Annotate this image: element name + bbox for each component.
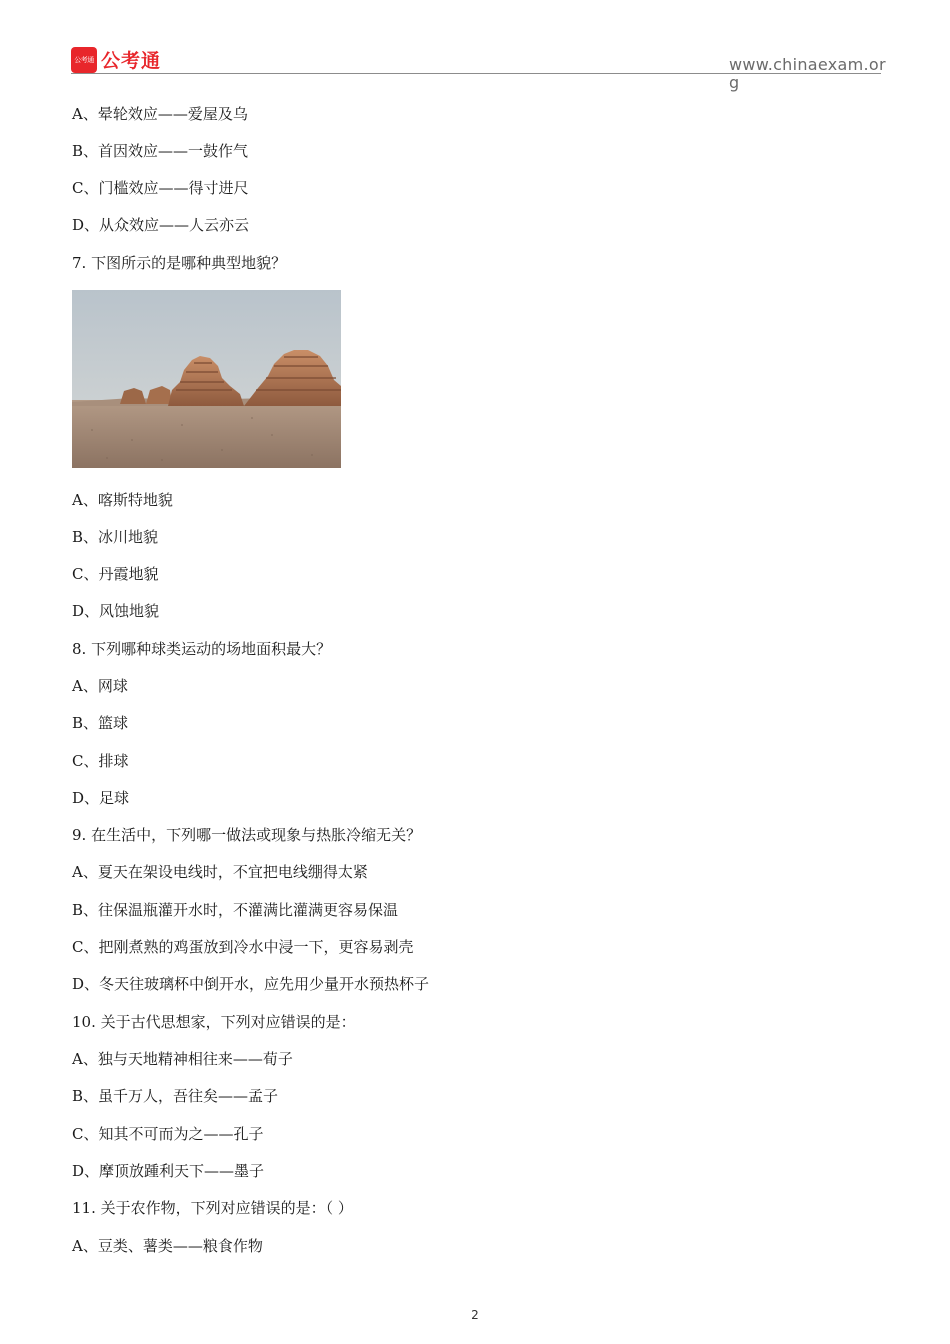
- option-text: C、丹霞地貌: [72, 565, 159, 583]
- logo-badge: 公考通: [71, 47, 97, 73]
- option-text: C、把刚煮熟的鸡蛋放到冷水中浸一下，更容易剥壳: [72, 938, 414, 956]
- option-text: A、晕轮效应——爱屋及乌: [72, 105, 248, 123]
- option-text: B、往保温瓶灌开水时，不灌满比灌满更容易保温: [72, 901, 399, 919]
- option-text: B、冰川地貌: [72, 528, 159, 546]
- question-9: 9. 在生活中，下列哪一做法或现象与热胀冷缩无关？: [72, 826, 422, 844]
- question-10: 10. 关于古代思想家，下列对应错误的是：: [72, 1013, 356, 1031]
- option-text: D、足球: [72, 789, 130, 807]
- option-text: A、豆类、薯类——粮食作物: [72, 1237, 263, 1255]
- question-11: 11. 关于农作物，下列对应错误的是：（ ）: [72, 1199, 353, 1217]
- option-text: C、门槛效应——得寸进尺: [72, 179, 249, 197]
- option-text: B、篮球: [72, 714, 129, 732]
- question-8: 8. 下列哪种球类运动的场地面积最大？: [72, 640, 332, 658]
- option-text: C、排球: [72, 752, 129, 770]
- option-text: B、虽千万人，吾往矣——孟子: [72, 1087, 279, 1105]
- option-text: D、从众效应——人云亦云: [72, 216, 250, 234]
- option-text: B、首因效应——一鼓作气: [72, 142, 249, 160]
- option-text: A、网球: [72, 677, 128, 695]
- option-text: C、知其不可而为之——孔子: [72, 1125, 264, 1143]
- option-text: D、风蚀地貌: [72, 602, 160, 620]
- page-number: 2: [471, 1308, 479, 1322]
- option-text: A、夏天在架设电线时，不宜把电线绷得太紧: [72, 863, 368, 881]
- logo-text: 公考通: [101, 50, 162, 72]
- logo: [71, 46, 161, 73]
- option-text: D、摩顶放踵利天下——墨子: [72, 1162, 265, 1180]
- question-7: 7. 下图所示的是哪种典型地貌？: [72, 254, 287, 272]
- option-text: A、独与天地精神相往来——荀子: [72, 1050, 293, 1068]
- option-text: D、冬天往玻璃杯中倒开水，应先用少量开水预热杯子: [72, 975, 430, 993]
- option-text: A、喀斯特地貌: [72, 491, 173, 509]
- site-url: www.chinaexam.org: [729, 55, 886, 92]
- yardang-landform-photo: [72, 290, 341, 468]
- page-header: [0, 0, 950, 100]
